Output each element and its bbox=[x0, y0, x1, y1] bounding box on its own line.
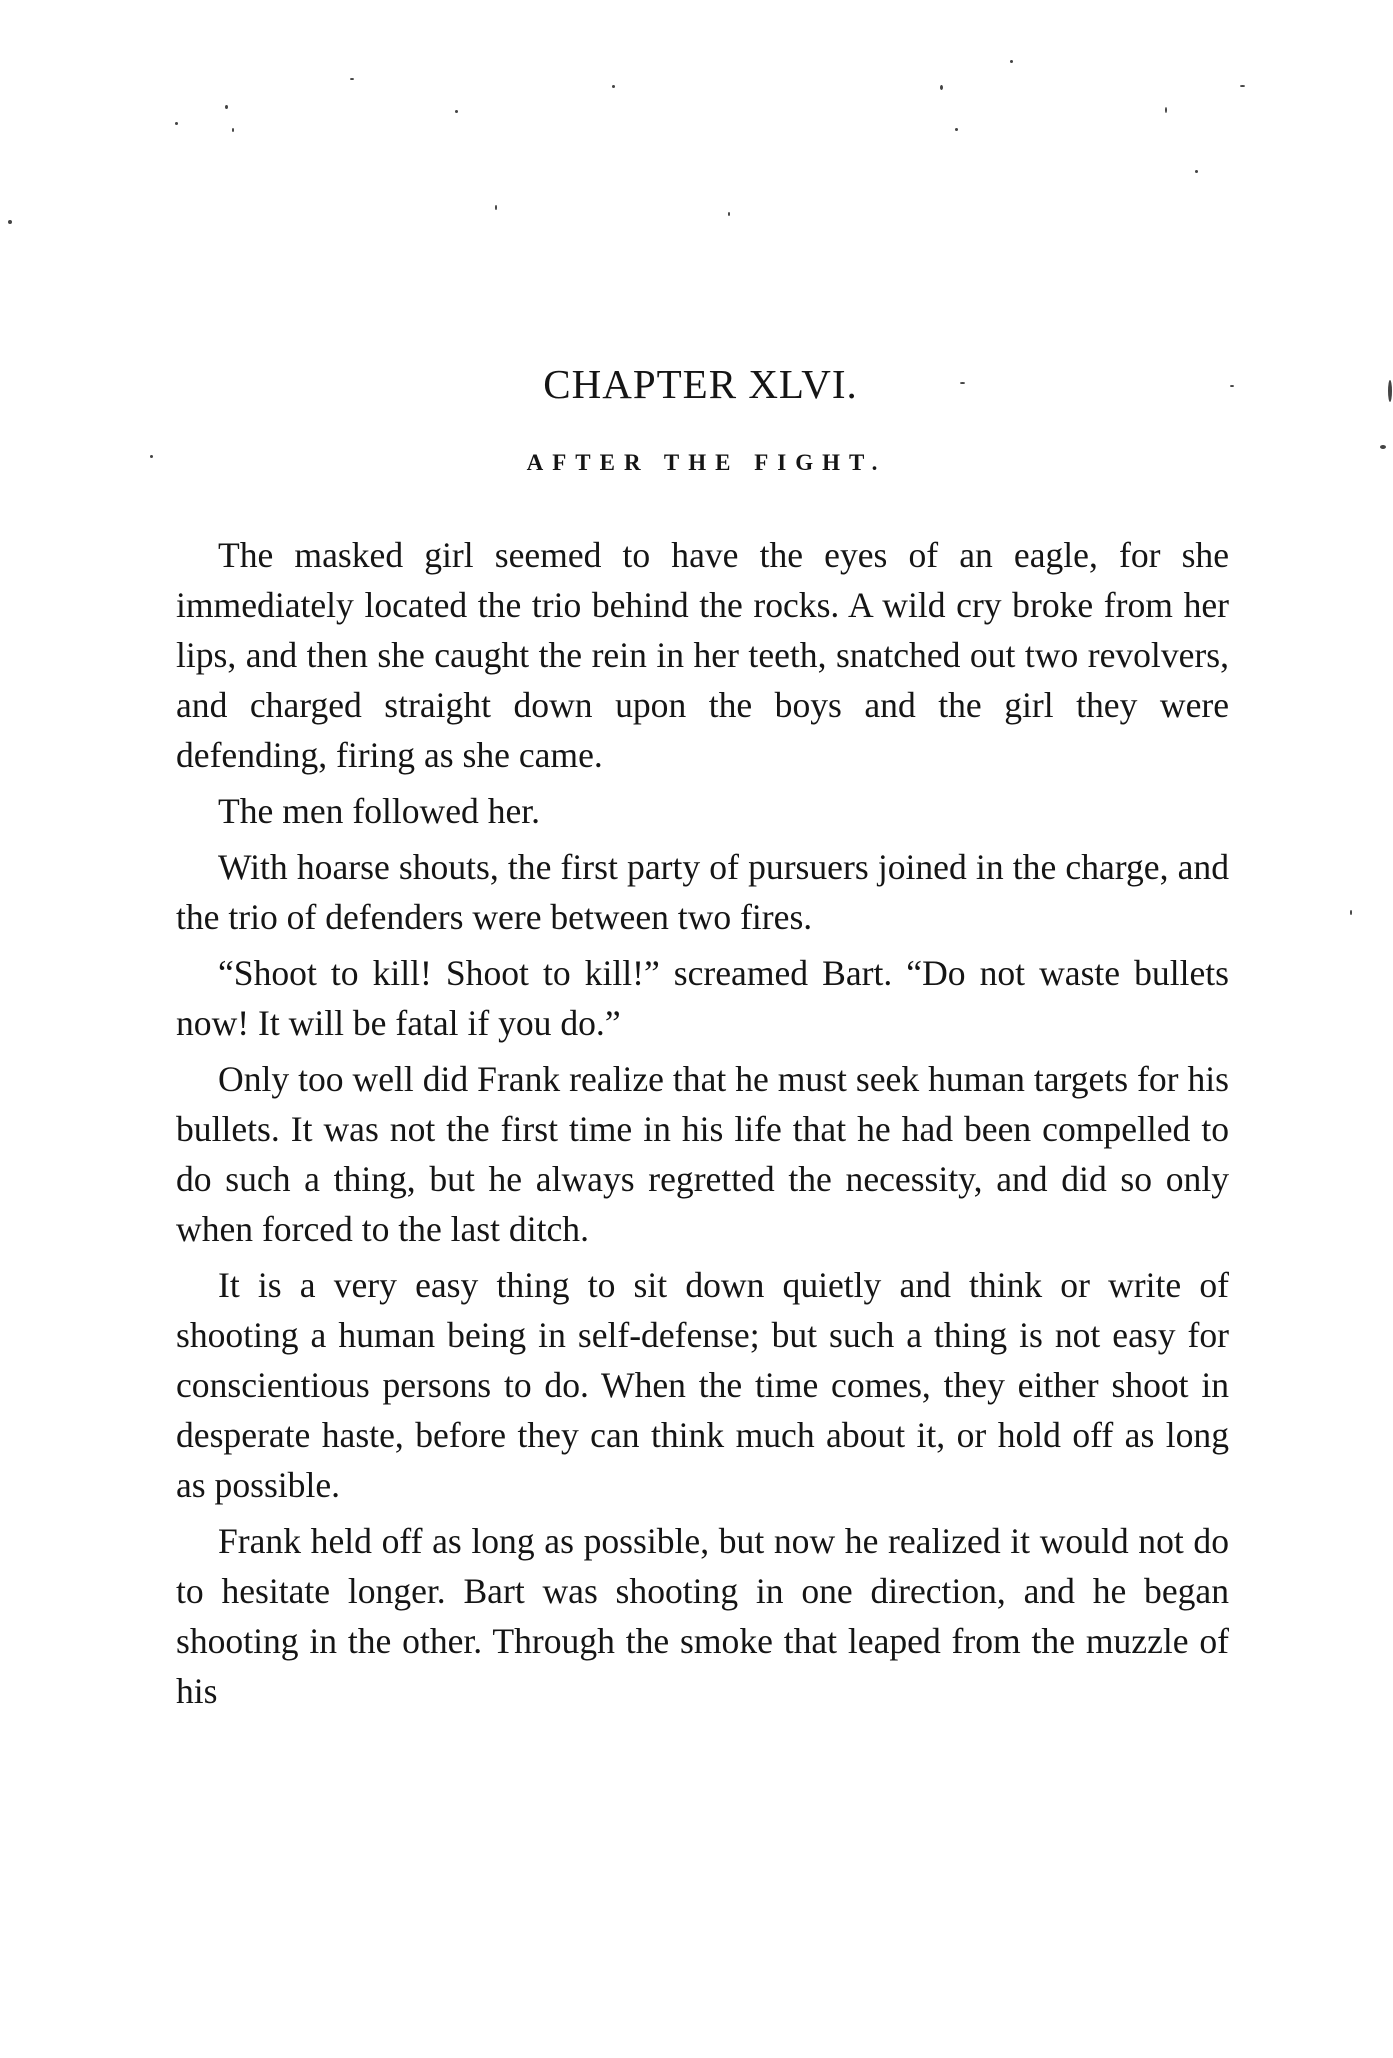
scan-speck bbox=[455, 110, 458, 113]
scan-speck bbox=[955, 128, 958, 131]
scan-speck bbox=[1240, 85, 1245, 87]
scan-speck bbox=[1380, 445, 1386, 449]
paragraph: The masked girl seemed to have the eyes of an eagle, for she immediately located the trio behind the rocks. A wild cry broke from her lips, and then she caught the rein in her teeth, snatched out two revolvers, and charged straight down upon the boys and the girl they were defending, firing as she came. bbox=[176, 535, 1229, 775]
scan-speck bbox=[1350, 910, 1352, 915]
scan-speck bbox=[1010, 60, 1013, 63]
scan-speck bbox=[8, 220, 12, 224]
paragraph: The men followed her. bbox=[218, 791, 541, 831]
scan-speck bbox=[495, 205, 497, 210]
scan-speck bbox=[612, 85, 615, 88]
scan-speck bbox=[1165, 107, 1167, 113]
scan-speck bbox=[1195, 170, 1198, 173]
paragraph: Only too well did Frank realize that he must seek human targets for his bullets. It was not the first time in his life that he had been compelled to do such a thing, but he always regretted the necessity, and did so only when forced to the last ditch. bbox=[176, 1059, 1229, 1249]
chapter-body bbox=[176, 530, 1229, 1722]
scan-speck bbox=[940, 85, 943, 90]
scan-speck bbox=[728, 212, 730, 216]
scan-speck bbox=[175, 122, 178, 125]
paragraph: Frank held off as long as possible, but now he realized it would not do to hesitate longer. Bart was shooting in one direction, and he began shooting in the other. Through the smoke that leaped from the muzzle of his bbox=[176, 1521, 1229, 1711]
scan-speck bbox=[225, 105, 228, 109]
chapter-title: CHAPTER XLVI. bbox=[543, 361, 858, 407]
scan-speck bbox=[232, 128, 234, 132]
paragraph: “Shoot to kill! Shoot to kill!” screamed Bart. “Do not waste bullets now! It will be fatal if you do.” bbox=[176, 953, 1229, 1043]
paragraph: With hoarse shouts, the first party of pursuers joined in the charge, and the trio of defenders were between two fires. bbox=[176, 847, 1229, 937]
chapter-subtitle: AFTER THE FIGHT. bbox=[526, 450, 887, 475]
paragraph: It is a very easy thing to sit down quietly and think or write of shooting a human being in self-defense; but such a thing is not easy for conscientious persons to do. When the time comes, they either shoot in desperate haste, before they can think much about it, or hold off as long as possible. bbox=[176, 1265, 1229, 1505]
scan-speck bbox=[350, 78, 354, 80]
